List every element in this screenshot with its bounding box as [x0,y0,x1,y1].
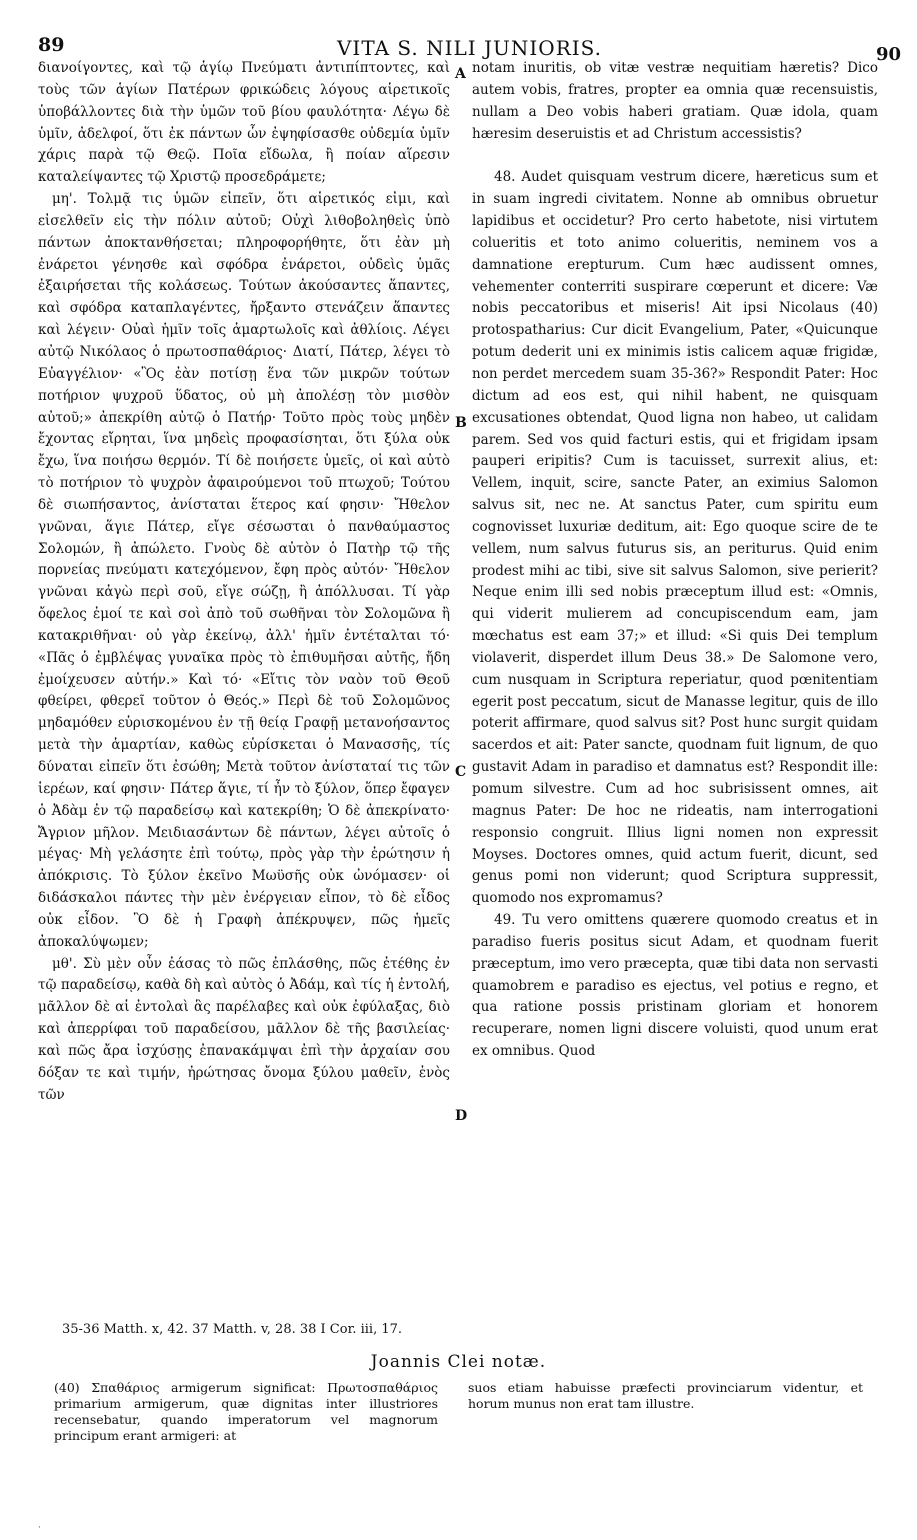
greek-paragraph-1: διανοίγοντες, καὶ τῷ ἁγίῳ Πνεύματι ἀντιπίπτοντες, καὶ τοὺς τῶν ἁγίων Πατέρων φρικώδεις λόγους αἱρετικοῖς ὑποβάλλοντες διὰ τὴν ὑμῶν τοῦ βίου φαυλότητα· Λέγω δὲ ὑμῖν, ἀδελφοί, ὅτι ἐκ πάντων ὧν ἐψηφίσασθε οὐδεμία ὑμῖν χάρις παρὰ τῷ Θεῷ. Ποῖα εἴδωλα, ἢ ποίαν αἵρεσιν καταλείψαντες τῷ Χριστῷ προσεδράμετε; [38,60,450,186]
latin-column [472,58,878,1063]
footnote-references: 35-36 Matth. x, 42. 37 Matth. v, 28. 38 I Cor. iii, 17. [62,1322,403,1337]
note-right: suos etiam habuisse præfecti provinciarum videntur, et horum munus non erat tam illustre. [468,1380,863,1411]
greek-paragraph-2: μη'. Τολμᾷ τις ὑμῶν εἰπεῖν, ὅτι αἱρετικός εἰμι, καὶ εἰσελθεῖν εἰς τὴν πόλιν αὐτοῦ; Οὐχὶ λιθοβοληθεὶς ὑπὸ πάντων ἀποκτανθήσεται; πληροφορήθητε, ὅτι ἐὰν μὴ ἐνάρετοι γένησθε καὶ σφόδρα ἐνάρετοι, οὐδεὶς ὑμᾶς ἐξαιρήσεται τῆς κολάσεως. Τούτων ἀκούσαντες ἅπαντες, καὶ σφόδρα καταπλαγέντες, ἤρξαντο στενάζειν ἅπαντες καὶ λέγειν· Οὐαὶ ἡμῖν τοῖς ἁμαρτωλοῖς καὶ ἀθλίοις. Λέγει αὐτῷ Νικόλαος ὁ πρωτοσπαθάριος· Διατί, Πάτερ, λέγει τὸ Εὐαγγέλιον· «Ὃς ἐὰν ποτίσῃ ἕνα τῶν μικρῶν τούτων ποτήριον ψυχροῦ ὕδατος, οὐ μὴ ἀπολέσῃ τὸν μισθὸν αὐτοῦ;» ἀπεκρίθη αὐτῷ ὁ Πατήρ· Τοῦτο πρὸς τοὺς μηδὲν ἔχοντας εἴρηται, ἵνα μηδεὶς προφασίσηται, ὅτι ξύλα οὐκ ἔχω, ἵνα ποιήσω θερμόν. Τί δὲ ποιήσετε ὑμεῖς, οἱ καὶ αὐτὸ τὸ ποτήριον τὸ ψυχρὸν ἀφαιρούμενοι τοῦ πτωχοῦ; Τούτου δὲ σιωπήσαντος, ἀνίσταται ἕτερος καί φησιν· Ἤθελον γνῶναι, ἅγιε Πάτερ, εἴγε σέσωσται ὁ πανθαύμαστος Σολομών, ἢ ἀπώλετο. Γνοὺς δὲ αὐτὸν ὁ Πατὴρ τῷ τῆς πορνείας πνεύματι κατεχόμενον, ἔφη πρὸς αὐτόν· Ἤθελον γνῶναι κἀγὼ περὶ σοῦ, εἴγε σώζῃ, ἢ ἀπόλλυσαι. Τί γὰρ ὄφελος ἐμοί τε καὶ σοὶ ἀπὸ τοῦ σωθῆναι τὸν Σολομῶνα ἢ κατακριθῆναι· οὐ γὰρ ἐκείνῳ, ἀλλ' ἡμῖν ἐντέταλται τό· «Πᾶς ὁ ἐμβλέψας γυναῖκα πρὸς τὸ ἐπιθυμῆσαι αὐτῆς, ἤδη ἐμοίχευσεν αὐτήν.» Καὶ τό· «Εἴτις τὸν ναὸν τοῦ Θεοῦ φθείρει, φθερεῖ τοῦτον ὁ Θεός.» Περὶ δὲ τοῦ Σολομῶνος μηδαμόθεν εὑρισκομένου ἐν τῇ θείᾳ Γραφῇ μετανοήσαντος μετὰ τὴν ἁμαρτίαν, καθὼς εὑρίσκεται ὁ Μανασσῆς, τίς δύναται εἰπεῖν ὅτι ἐσώθη; Μετὰ τοῦτον ἀνίσταταί τις τῶν ἱερέων, καί φησιν· Πάτερ ἅγιε, τί ἦν τὸ ξύλον, ὅπερ ἔφαγεν ὁ Ἀδὰμ ἐν τῷ παραδείσῳ καὶ κατεκρίθη; Ὁ δὲ ἀπεκρίνατο· Ἄγριον μῆλον. Μειδιασάντων δὲ πάντων, λέγει αὐτοῖς ὁ μέγας· Μὴ γελάσητε ἐπὶ τούτῳ, πρὸς γὰρ τὴν ἐρώτησιν ἡ ἀπόκρισις. Τὸ ξύλον ἐκεῖνο Μωϋσῆς οὐκ ὠνόμασεν· οἱ διδάσκαλοι πάντες τὴν μὲν ἐνέργειαν εἶπον, τὸ δὲ εἶδος οὐκ εἶδον. Ὃ δὲ ἡ Γραφὴ ἀπέκρυψεν, πῶς ἡμεῖς ἀποκαλύψωμεν; [38,191,450,950]
greek-column [38,58,450,1107]
page-number-left: 89 [38,34,65,56]
note-left: (40) Σπαθάριος armigerum significat: Πρωτοσπαθάριος primarium armigerum, quæ dignitas inter illustriores recensebatur, quando imperatorum vel magnorum principum erant armigeri: at [54,1380,438,1443]
scan-mark: · [38,1523,41,1533]
margin-letter-a: A [455,66,466,82]
page-number-right: 90 [875,44,901,65]
latin-paragraph-2: 48. Audet quisquam vestrum dicere, hæreticus sum et in suam ingredi civitatem. Nonne ab omnibus obruetur lapidibus et occidetur? Pro certo habetote, nisi virtutem colueritis et toto animo colueritis, neminem vos a damnatione erepturum. Cum hæc audissent omnes, vehementer conterriti suspirare cœperunt et dicere: Væ nobis peccatoribus et miseris! Ait ipsi Nicolaus (40) protospatharius: Cur dicit Evangelium, Pater, «Quicunque potum dederit uni ex minimis istis calicem aquæ frigidæ, non perdet mercedem suam 35-36?» Respondit Pater: Hoc dictum ad eos est, qui nihil habent, ne quisquam excusationes obtendat, Quod ligna non habeo, ut calidam parem. Sed vos quid facturi estis, qui et frigidam ipsam pauperi eripitis? Cum is tacuisset, surrexit alius, et: Vellem, inquit, scire, sancte Pater, an eximius Salomon salvus sit, nec ne. At sanctus Pater, cum spiritu eum cognovisset luxuriæ deditum, ait: Ego quoque scire de te vellem, num salvus futurus sis, an periturus. Quid enim prodest mihi ac tibi, sive sit salvus Salomon, sive perierit? Neque enim illi sed nobis præceptum illud est: «Omnis, qui viderit mulierem ad concupiscendum eam, jam mœchatus est eam 37;» et illud: «Si quis Dei templum violaverit, disperdet illum Deus 38.» De Salomone vero, cum nusquam in Scriptura reperiatur, quod pœnitentiam egerit post peccatum, sicut de Manasse legitur, quis de illo poterit affirmare, quod salvus sit? Post hunc surgit quidam sacerdos et ait: Pater sancte, quodnam fuit lignum, de quo gustavit Adam in paradiso et damnatus est? Respondit ille: pomum silvestre. Cum ad hoc subrisissent omnes, ait magnus Pater: De hoc ne rideatis, nam interrogationi responsio congruit. Illius ligni nomen non expressit Moyses. Doctores omnes, quid actum fuerit, dicunt, sed genus pomi non viderunt; quod Scriptura suppressit, quomodo nos expromamus? [472,169,878,907]
notes-title: Joannis Clei notæ. [370,1352,547,1372]
greek-paragraph-3: μθ'. Σὺ μὲν οὖν ἐάσας τὸ πῶς ἐπλάσθης, πῶς ἐτέθης ἐν τῷ παραδείσῳ, καθὰ δὴ καὶ αὐτὸς ὁ Ἀδάμ, καὶ τίς ἡ ἐντολή, μᾶλλον δὲ αἱ ἐντολαὶ ἃς παρέλαβες καὶ οὐκ ἐφύλαξας, διὸ καὶ ἀπερρίφαι τοῦ παραδείσου, μᾶλλον δὲ τῆς βασιλείας· καὶ πῶς ἄρα ἰσχύσῃς ἐπανακάμψαι ἐπὶ τὴν ἀρχαίαν σου δόξαν τε καὶ τιμήν, ἠρώτησας ὄνομα ξύλου μαθεῖν, ἑνὸς τῶν [38,955,450,1103]
latin-paragraph-1: notam inuritis, ob vitæ vestræ nequitiam hæretis? Dico autem vobis, fratres, propter ea omnia quæ recensuistis, nullam a Deo vobis haberi gratiam. Quæ idola, quam hæresim deseruistis et ad Christum accessistis? [472,60,878,142]
margin-letter-c: C [455,764,467,780]
margin-letter-b: B [455,415,467,431]
latin-paragraph-3: 49. Tu vero omittens quærere quomodo creatus et in paradiso fueris positus sicut Adam, et quodnam fuerit præceptum, imo vero præcepta, quæ tibi data non servasti quamobrem e paradiso es ejectus, vel potius e regno, et qua ratione possis pristinam gloriam et honorem recuperare, nomen ligni discere voluisti, quod unum erat ex omnibus. Quod [472,912,878,1060]
margin-letter-d: D [455,1108,468,1124]
running-title: VITA S. NILI JUNIORIS. [336,36,602,60]
